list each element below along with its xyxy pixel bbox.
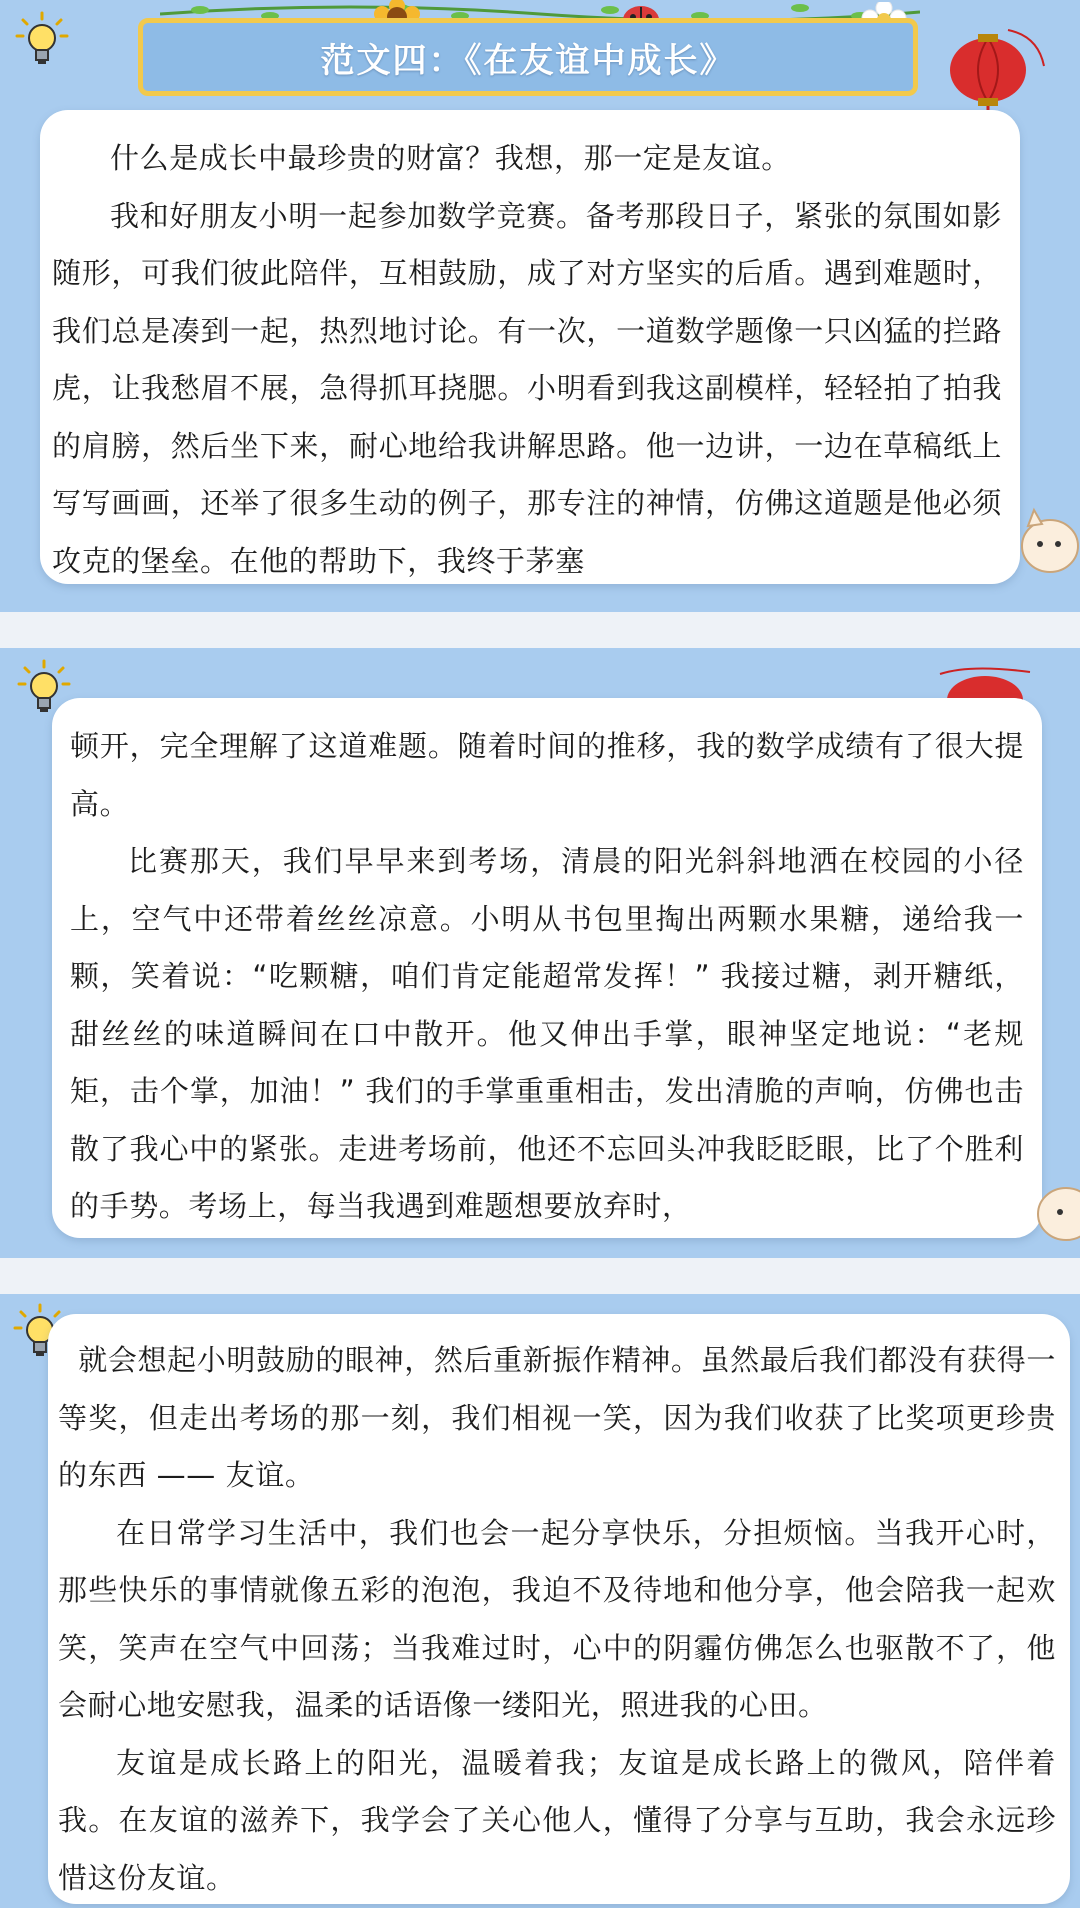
- text-card: [52, 698, 1042, 1238]
- paragraph: 友谊是成长路上的阳光，温暖着我；友谊是成长路上的微风，陪伴着我。在友谊的滋养下，我学会了关心他人，懂得了分享与互助，我会永远珍惜这份友谊。: [58, 1745, 1056, 1895]
- page-panel-2: [0, 648, 1080, 1258]
- paragraph: 在日常学习生活中，我们也会一起分享快乐，分担烦恼。当我开心时，那些快乐的事情就像五彩的泡泡，我迫不及待地和他分享，他会陪我一起欢笑，笑声在空气中回荡；当我难过时，心中的阴霾仿佛怎么也驱散不了，他会耐心地安慰我，温柔的话语像一缕阳光，照进我的心田。: [58, 1515, 1056, 1722]
- title-banner: [138, 18, 918, 96]
- paragraph: 我和好朋友小明一起参加数学竞赛。备考那段日子，紧张的氛围如影随形，可我们彼此陪伴，互相鼓励，成了对方坚实的后盾。遇到难题时，我们总是凑到一起，热烈地讨论。有一次，一道数学题像一只凶猛的拦路虎，让我愁眉不展，急得抓耳挠腮。小明看到我这副模样，轻轻拍了拍我的肩膀，然后坐下来，耐心地给我讲解思路。他一边讲，一边在草稿纸上写写画画，还举了很多生动的例子，那专注的神情，仿佛这道题是他必须攻克的堡垒。在他的帮助下，我终于茅塞: [52, 198, 1002, 578]
- paragraph: 比赛那天，我们早早来到考场，清晨的阳光斜斜地洒在校园的小径上，空气中还带着丝丝凉意。小明从书包里掏出两颗水果糖，递给我一颗，笑着说：“吃颗糖，咱们肯定能超常发挥！” 我接过糖，剥开糖纸，甜丝丝的味道瞬间在口中散开。他又伸出手掌，眼神坚定地说：“老规矩，击个掌，加油！” 我们的手掌重重相击，发出清脆的声响，仿佛也击散了我心中的紧张。走进考场前，他还不忘回头冲我眨眨眼，比了个胜利的手势。考场上，每当我遇到难题想要放弃时，: [70, 844, 1024, 1223]
- paragraph: 顿开，完全理解了这道难题。随着时间的推移，我的数学成绩有了很大提高。: [70, 729, 1024, 821]
- cat-sticker-decoration: [1012, 500, 1080, 578]
- text-card: [40, 110, 1020, 584]
- text-card: [48, 1314, 1070, 1904]
- page-panel-1: [0, 0, 1080, 612]
- lightbulb-icon: [14, 10, 70, 72]
- paragraph: 什么是成长中最珍贵的财富？我想，那一定是友谊。: [110, 141, 791, 175]
- page-panel-3: [0, 1294, 1080, 1908]
- cat-sticker-decoration: [1030, 1168, 1080, 1246]
- page-title: 范文四：《在友谊中成长》: [320, 40, 736, 81]
- paragraph: 就会想起小明鼓励的眼神，然后重新振作精神。虽然最后我们都没有获得一等奖，但走出考场的那一刻，我们相视一笑，因为我们收获了比奖项更珍贵的东西 —— 友谊。: [58, 1343, 1056, 1492]
